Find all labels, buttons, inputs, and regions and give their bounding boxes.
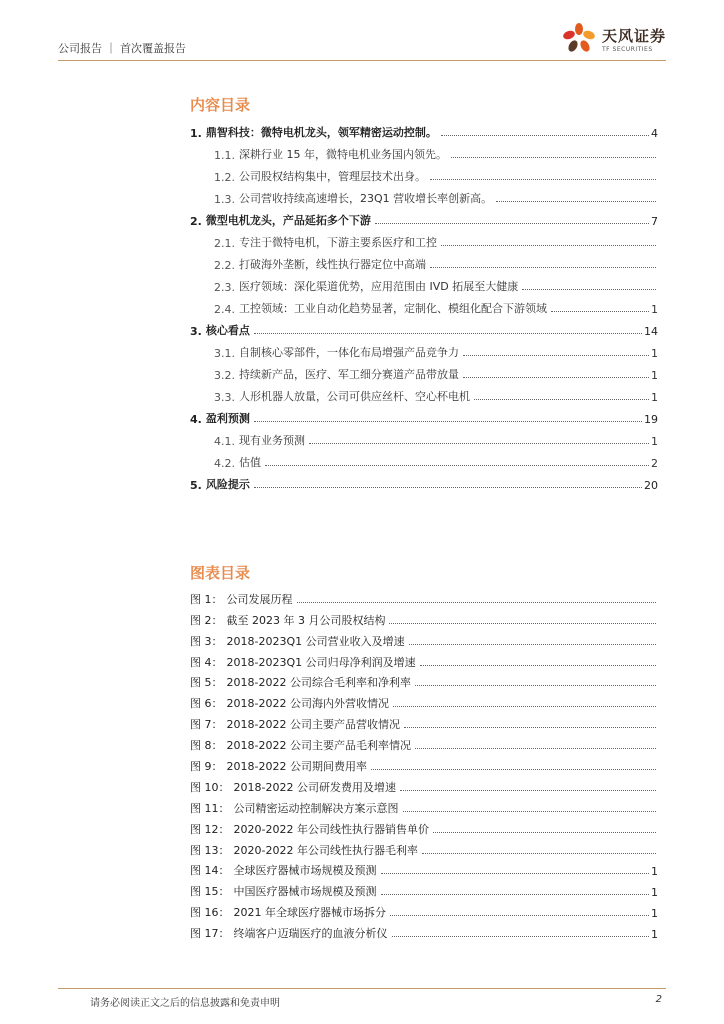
figure-entry[interactable] — [190, 690, 658, 711]
entry-number: 3. — [190, 325, 202, 338]
toc-entry[interactable] — [190, 338, 658, 360]
entry-number: 4.1. — [214, 435, 235, 448]
entry-title: 终端客户迈瑞医疗的血液分析仪 — [233, 927, 388, 941]
entry-number: 图 8： — [190, 739, 223, 753]
figure-entry[interactable] — [190, 649, 658, 670]
entry-title: 估值 — [239, 456, 261, 469]
toc-entry[interactable] — [190, 448, 658, 470]
toc-entry[interactable] — [190, 404, 658, 426]
entry-number: 图 16： — [190, 906, 230, 920]
toc-entry[interactable] — [190, 316, 658, 338]
entry-number: 5. — [190, 479, 202, 492]
figure-entry[interactable] — [190, 607, 658, 628]
dot-leader — [551, 311, 649, 312]
entry-title: 专注于微特电机，下游主要系医疗和工控 — [239, 236, 437, 249]
toc-entry[interactable] — [190, 426, 658, 448]
entry-number: 4. — [190, 413, 202, 426]
entry-number: 图 2： — [190, 613, 223, 627]
toc-entry[interactable] — [190, 228, 658, 250]
dot-leader — [441, 135, 649, 136]
company-logo — [562, 22, 666, 56]
toc-entry[interactable] — [190, 360, 658, 382]
toc-entry[interactable] — [190, 382, 658, 404]
entry-title: 2018-2022 公司期间费用率 — [226, 760, 367, 774]
dot-leader — [390, 915, 649, 916]
logo-english-name: TF SECURITIES — [601, 46, 653, 53]
entry-title: 2018-2022 公司综合毛利率和净利率 — [226, 676, 411, 690]
entry-title: 深耕行业 15 年，微特电机业务国内领先。 — [239, 148, 447, 161]
dot-leader — [393, 706, 656, 707]
figure-entry[interactable] — [190, 878, 658, 899]
entry-title: 自制核心零部件，一体化布局增强产品竞争力 — [239, 346, 459, 359]
dot-leader — [415, 685, 656, 686]
entry-title: 2020-2022 年公司线性执行器销售单价 — [233, 822, 429, 836]
entry-title: 2021 年全球医疗器械市场拆分 — [233, 906, 386, 920]
dot-leader — [297, 602, 657, 603]
toc-entry[interactable] — [190, 118, 658, 140]
disclaimer-text: 请务必阅读正文之后的信息披露和免责申明 — [90, 998, 280, 1009]
entry-title: 医疗领域：深化渠道优势，应用范围由 IVD 拓展至大健康 — [239, 280, 519, 293]
entry-title: 打破海外垄断，线性执行器定位中高端 — [239, 258, 426, 271]
entry-page: 19 — [644, 413, 658, 426]
dot-leader — [441, 245, 656, 246]
entry-title: 核心看点 — [205, 324, 250, 337]
entry-title: 盈利预测 — [205, 412, 250, 425]
entry-number: 图 12： — [190, 822, 230, 836]
entry-title: 全球医疗器械市场规模及预测 — [233, 864, 377, 878]
entry-number: 图 17： — [190, 927, 230, 941]
entry-number: 2.2. — [214, 259, 235, 272]
entry-number: 2. — [190, 215, 202, 228]
entry-title: 公司股权结构集中，管理层技术出身。 — [239, 170, 426, 183]
dot-leader — [375, 223, 649, 224]
entry-page: 1 — [651, 347, 658, 360]
entry-number: 1.3. — [214, 193, 235, 206]
dot-leader — [430, 267, 656, 268]
entry-number: 图 11： — [190, 801, 230, 815]
entry-title: 风险提示 — [205, 478, 250, 491]
dot-leader — [420, 665, 656, 666]
entry-number: 1.2. — [214, 171, 235, 184]
footer-divider — [58, 988, 666, 989]
figure-entry[interactable] — [190, 774, 658, 795]
entry-number: 图 15： — [190, 885, 230, 899]
entry-page: 20 — [644, 479, 658, 492]
entry-number: 3.1. — [214, 347, 235, 360]
dot-leader — [309, 443, 649, 444]
entry-title: 2018-2022 公司主要产品营收情况 — [226, 718, 400, 732]
dot-leader — [522, 289, 656, 290]
toc-entry[interactable] — [190, 250, 658, 272]
dot-leader — [392, 936, 650, 937]
entry-page: 7 — [651, 215, 658, 228]
entry-number: 2.4. — [214, 303, 235, 316]
figure-entry[interactable] — [190, 753, 658, 774]
dot-leader — [463, 355, 649, 356]
entry-title: 工控领域：工业自动化趋势显著，定制化、模组化配合下游领域 — [239, 302, 547, 315]
entry-page: 1 — [651, 435, 658, 448]
entry-page: 1 — [651, 886, 658, 900]
entry-page: 2 — [651, 457, 658, 470]
dot-leader — [371, 769, 656, 770]
dot-leader — [474, 399, 649, 400]
figure-list — [190, 586, 658, 941]
entry-number: 2.3. — [214, 281, 235, 294]
entry-number: 图 7： — [190, 718, 223, 732]
entry-page: 1 — [651, 928, 658, 942]
toc-entry[interactable] — [190, 294, 658, 316]
figure-entry[interactable] — [190, 711, 658, 732]
table-of-contents — [190, 118, 658, 492]
entry-title: 2018-2022 公司海内外营收情况 — [226, 697, 389, 711]
entry-number: 1. — [190, 127, 202, 140]
entry-title: 现有业务预测 — [239, 434, 305, 447]
dot-leader — [254, 487, 642, 488]
toc-entry[interactable] — [190, 206, 658, 228]
figure-entry[interactable] — [190, 858, 658, 879]
page-number: 2 — [655, 994, 662, 1005]
figure-entry[interactable] — [190, 586, 658, 607]
report-type-breadcrumb: 公司报告 ｜ 首次覆盖报告 — [58, 42, 186, 55]
figure-entry[interactable] — [190, 795, 658, 816]
dot-leader — [496, 201, 656, 202]
entry-title: 2018-2023Q1 公司营业收入及增速 — [226, 634, 405, 648]
figure-entry[interactable] — [190, 670, 658, 691]
figure-entry[interactable] — [190, 732, 658, 753]
entry-page: 1 — [651, 303, 658, 316]
entry-title: 2018-2022 公司主要产品毛利率情况 — [226, 739, 411, 753]
logo-flower-icon — [562, 22, 596, 56]
entry-page: 1 — [651, 391, 658, 404]
dot-leader — [430, 179, 656, 180]
entry-title: 微型电机龙头，产品延拓多个下游 — [205, 214, 371, 227]
dot-leader — [389, 623, 656, 624]
dot-leader — [463, 377, 649, 378]
entry-number: 1.1. — [214, 149, 235, 162]
entry-number: 图 6： — [190, 697, 223, 711]
entry-number: 图 13： — [190, 843, 230, 857]
entry-number: 3.2. — [214, 369, 235, 382]
entry-number: 3.3. — [214, 391, 235, 404]
dot-leader — [404, 727, 656, 728]
toc-entry[interactable] — [190, 162, 658, 184]
entry-number: 图 1： — [190, 592, 223, 606]
entry-page: 1 — [651, 369, 658, 382]
entry-title: 鼎智科技：微特电机龙头，领军精密运动控制。 — [205, 126, 437, 139]
entry-number: 图 9： — [190, 760, 223, 774]
toc-entry[interactable] — [190, 272, 658, 294]
dot-leader — [381, 873, 650, 874]
dot-leader — [409, 644, 656, 645]
entry-page: 1 — [651, 907, 658, 921]
entry-number: 2.1. — [214, 237, 235, 250]
entry-title: 公司发展历程 — [226, 592, 293, 606]
entry-number: 图 5： — [190, 676, 223, 690]
entry-title: 公司精密运动控制解决方案示意图 — [233, 801, 399, 815]
entry-number: 4.2. — [214, 457, 235, 470]
entry-page: 1 — [651, 865, 658, 879]
entry-title: 人形机器人放量，公司可供应丝杆、空心杯电机 — [239, 390, 470, 403]
dot-leader — [403, 811, 657, 812]
toc-entry[interactable] — [190, 140, 658, 162]
figure-entry[interactable] — [190, 920, 658, 941]
entry-number: 图 4： — [190, 655, 223, 669]
entry-title: 2020-2022 年公司线性执行器毛利率 — [233, 843, 418, 857]
toc-entry[interactable] — [190, 184, 658, 206]
figure-entry[interactable] — [190, 837, 658, 858]
entry-title: 2018-2023Q1 公司归母净利润及增速 — [226, 655, 416, 669]
dot-leader — [381, 894, 650, 895]
figure-entry[interactable] — [190, 816, 658, 837]
logo-chinese-name: 天风证券 — [601, 27, 666, 45]
dot-leader — [254, 421, 642, 422]
entry-title: 中国医疗器械市场规模及预测 — [233, 885, 377, 899]
dot-leader — [254, 333, 642, 334]
dot-leader — [422, 853, 656, 854]
dot-leader — [400, 790, 656, 791]
figure-list-title: 图表目录 — [190, 564, 251, 582]
figure-entry[interactable] — [190, 628, 658, 649]
entry-number: 图 3： — [190, 634, 223, 648]
entry-page: 14 — [644, 325, 658, 338]
header-divider — [58, 60, 666, 61]
dot-leader — [265, 465, 649, 466]
entry-page: 4 — [651, 127, 658, 140]
entry-title: 截至 2023 年 3 月公司股权结构 — [226, 613, 386, 627]
dot-leader — [451, 157, 656, 158]
toc-entry[interactable] — [190, 470, 658, 492]
entry-number: 图 10： — [190, 780, 230, 794]
entry-number: 图 14： — [190, 864, 230, 878]
entry-title: 持续新产品，医疗、军工细分赛道产品带放量 — [239, 368, 459, 381]
figure-entry[interactable] — [190, 899, 658, 920]
toc-title: 内容目录 — [190, 96, 251, 114]
dot-leader — [433, 832, 656, 833]
dot-leader — [415, 748, 656, 749]
entry-title: 2018-2022 公司研发费用及增速 — [233, 780, 396, 794]
entry-title: 公司营收持续高速增长，23Q1 营收增长率创新高。 — [239, 192, 493, 205]
